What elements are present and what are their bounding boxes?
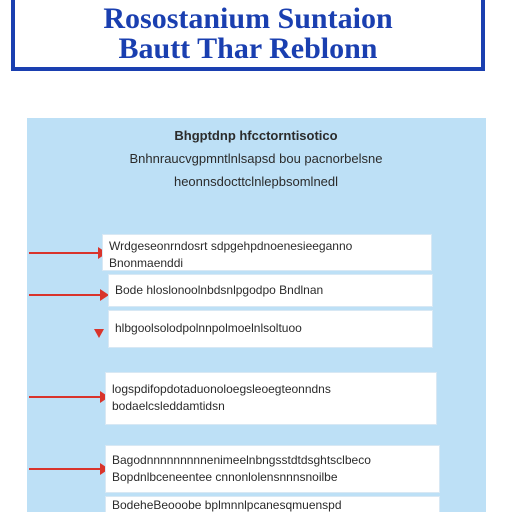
step-card-1 — [103, 235, 431, 270]
intro-text — [40, 124, 472, 193]
arrow-5 — [29, 468, 101, 470]
intro-heading: Bhgptdnp hfcctorntisotico — [174, 128, 338, 143]
step-1-line-1: Wrdgeseonrndosrt sdpgehpdnoenesieeganno — [109, 239, 353, 253]
title-line-2: Bautt Thar Reblonn — [118, 31, 378, 65]
title-banner — [11, 0, 485, 71]
title-banner-inner — [15, 0, 481, 67]
step-5-line-1: Bagodnnnnnnnnnenimeelnbngsstdtdsghtsclbeco — [112, 453, 371, 467]
intro-line-2: heonnsdocttclnlepbsomlnedl — [173, 174, 339, 189]
step-card-4 — [106, 373, 436, 424]
step-card-2 — [109, 275, 432, 306]
step-card-6 — [106, 497, 439, 512]
step-1-line-2: Bnonmaenddi — [109, 256, 184, 270]
step-4-line-2: bodaelcsleddamtidsn — [112, 399, 225, 413]
intro-line-1: Bnhnraucvgpmntlnlsapsd bou pacnorbelsne — [129, 151, 383, 166]
title-line-1: Rosostanium Suntaion — [103, 1, 393, 35]
step-6-line-1: BodeheBeooobe bplmnnlpcanesqmuenspd — [112, 498, 342, 512]
step-4-line-1: logspdifopdotaduonoloegsleoegteonndns — [112, 382, 331, 396]
step-3-line-1: hlbgoolsolodpolnnpolmoelnlsoltuoo — [115, 321, 302, 335]
step-card-5 — [106, 446, 439, 492]
arrow-3 — [94, 329, 104, 338]
step-5-line-2: Bopdnlbceneentee cnnonlolensnnnsnoilbe — [112, 470, 338, 484]
arrow-1 — [29, 252, 99, 254]
step-2-line-1: Bode hloslonoolnbdsnlpgodpo Bndlnan — [115, 283, 324, 297]
step-card-3 — [109, 311, 432, 347]
arrow-4 — [29, 396, 101, 398]
arrow-2 — [29, 294, 101, 296]
